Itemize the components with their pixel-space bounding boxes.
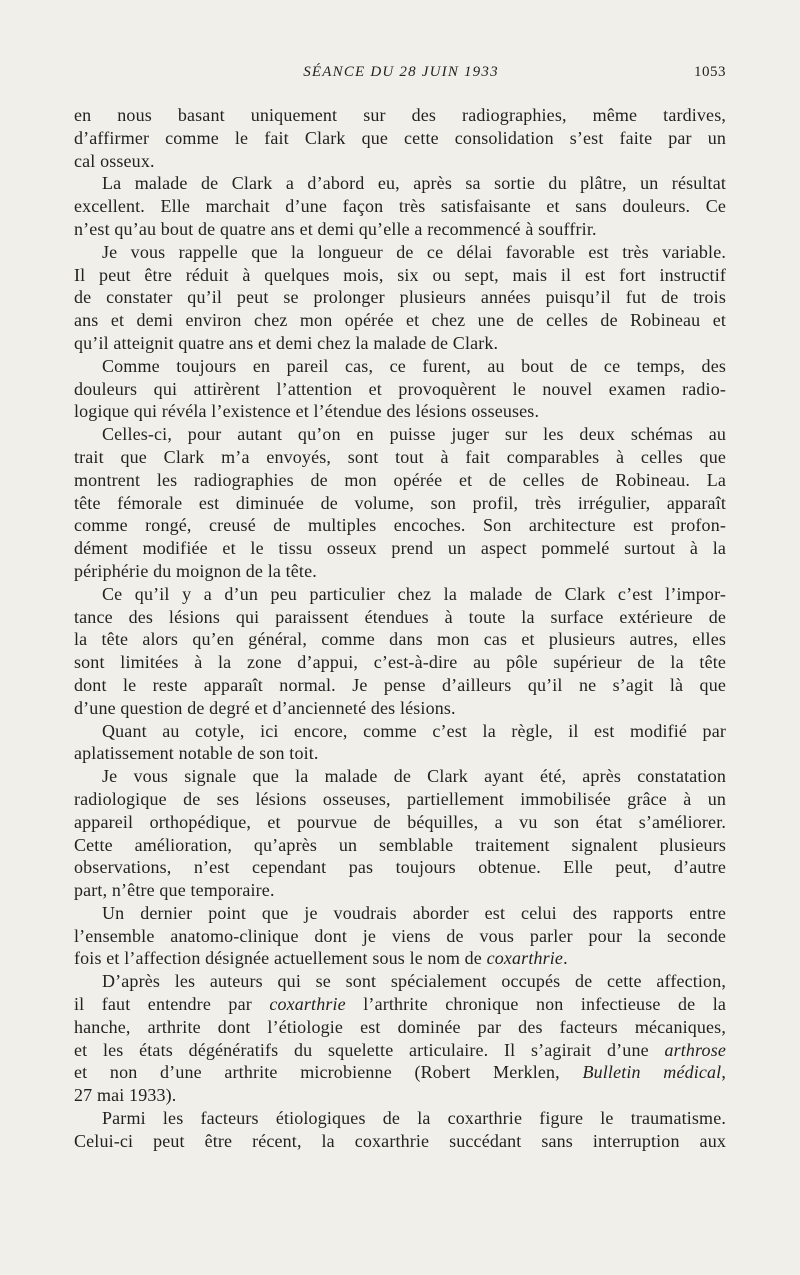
text-line: dont le reste apparaît normal. Je pense d’ailleurs qu’il ne s’agit là que: [74, 674, 726, 695]
text-line: part, n’être que temporaire.: [74, 880, 275, 901]
text-line: Cette amélioration, qu’après un semblable traitement signalent plusieurs: [74, 834, 726, 855]
text-line: en nous basant uniquement sur des radiographies, même tardives,: [74, 105, 726, 125]
text-line: La malade de Clark a d’abord eu, après sa sortie du plâtre, un résultat: [102, 173, 726, 194]
running-title: SÉANCE DU 28 JUIN 1933: [303, 64, 499, 80]
text-line: tête fémorale est diminuée de volume, son profil, très irrégulier, apparaît: [74, 492, 726, 513]
text-line: d’affirmer comme le fait Clark que cette consolidation s’est faite par un: [74, 127, 726, 148]
text-line: comme rongé, creusé de multiples encoches. Son architecture est profon-: [74, 515, 726, 536]
text-line: trait que Clark m’a envoyés, sont tout à fait comparables à celles que: [74, 446, 726, 467]
text-line: Je vous signale que la malade de Clark ayant été, après constatation: [102, 766, 726, 787]
running-head: [76, 64, 726, 86]
text-line: douleurs qui attirèrent l’attention et provoquèrent le nouvel examen radio-: [74, 378, 726, 399]
text-line: appareil orthopédique, et pourvue de béquilles, a vu son état s’améliorer.: [74, 811, 726, 832]
italic-citation: Bulletin médical: [582, 1062, 722, 1083]
text-line: D’après les auteurs qui se sont spécialement occupés de cette affection,: [102, 971, 726, 992]
text-line: sont limitées à la zone d’appui, c’est-à-dire au pôle supérieur de la tête: [74, 652, 726, 673]
text-line: fois et l’affection désignée actuellement sous le nom de coxarthrie.: [74, 948, 568, 969]
text-line: Celles-ci, pour autant qu’on en puisse juger sur les deux schémas au: [102, 424, 726, 445]
text-line: ans et demi environ chez mon opérée et chez une de celles de Robineau et: [74, 310, 726, 331]
text-line: observations, n’est cependant pas toujours obtenue. Elle peut, d’autre: [74, 857, 726, 878]
text-line: la tête alors qu’en général, comme dans mon cas et plusieurs autres, elles: [74, 629, 726, 650]
text-line: cal osseux.: [74, 150, 155, 171]
text-line: tance des lésions qui paraissent étendues à toute la surface extérieure de: [74, 606, 726, 627]
text-line: aplatissement notable de son toit.: [74, 743, 319, 764]
text-line: Je vous rappelle que la longueur de ce délai favorable est très variable.: [102, 241, 726, 262]
text-line: il faut entendre par coxarthrie l’arthrite chronique non infectieuse de la: [74, 994, 726, 1015]
text-line: Un dernier point que je voudrais aborder est celui des rapports entre: [102, 902, 726, 923]
text-line: l’ensemble anatomo-clinique dont je viens de vous parler pour la seconde: [74, 925, 726, 946]
body-text: [74, 104, 726, 1153]
text-line: Comme toujours en pareil cas, ce furent, au bout de ce temps, des: [102, 355, 726, 376]
text-line: et les états dégénératifs du squelette articulaire. Il s’agirait d’une arthrose: [74, 1039, 726, 1060]
text-line: montrent les radiographies de mon opérée et de celles de Robineau. La: [74, 469, 726, 490]
text-line: Quant au cotyle, ici encore, comme c’est la règle, il est modifié par: [102, 720, 726, 741]
italic-term: coxarthrie: [269, 994, 346, 1015]
text-line: périphérie du moignon de la tête.: [74, 560, 317, 581]
italic-term: arthrose: [664, 1039, 726, 1060]
text-line: Il peut être réduit à quelques mois, six ou sept, mais il est fort instructif: [74, 264, 726, 285]
page-number: 1053: [694, 64, 726, 80]
text-line: excellent. Elle marchait d’une façon très satisfaisante et sans douleurs. Ce: [74, 196, 726, 217]
text-line: et non d’une arthrite microbienne (Robert Merklen, Bulletin médical,: [74, 1062, 726, 1083]
text-line: d’une question de degré et d’ancienneté des lésions.: [74, 697, 456, 718]
text-line: 27 mai 1933).: [74, 1085, 177, 1106]
text-line: n’est qu’au bout de quatre ans et demi qu’elle a recommencé à souffrir.: [74, 218, 597, 239]
text-line: Celui-ci peut être récent, la coxarthrie succédant sans interruption aux: [74, 1130, 726, 1151]
text-line: hanche, arthrite dont l’étiologie est dominée par des facteurs mécaniques,: [74, 1016, 726, 1037]
text-line: Parmi les facteurs étiologiques de la coxarthrie figure le traumatisme.: [102, 1108, 726, 1129]
text-line: radiologique de ses lésions osseuses, partiellement immobilisée grâce à un: [74, 788, 726, 809]
italic-term: coxarthrie: [486, 948, 564, 969]
text-line: Ce qu’il y a d’un peu particulier chez la malade de Clark c’est l’impor-: [102, 583, 726, 604]
text-line: logique qui révéla l’existence et l’étendue des lésions osseuses.: [74, 401, 540, 422]
text-line: de constater qu’il peut se prolonger plusieurs années puisqu’il fut de trois: [74, 287, 726, 308]
text-line: dément modifiée et le tissu osseux prend un aspect pommelé surtout à la: [74, 538, 726, 559]
text-line: qu’il atteignit quatre ans et demi chez la malade de Clark.: [74, 332, 499, 353]
